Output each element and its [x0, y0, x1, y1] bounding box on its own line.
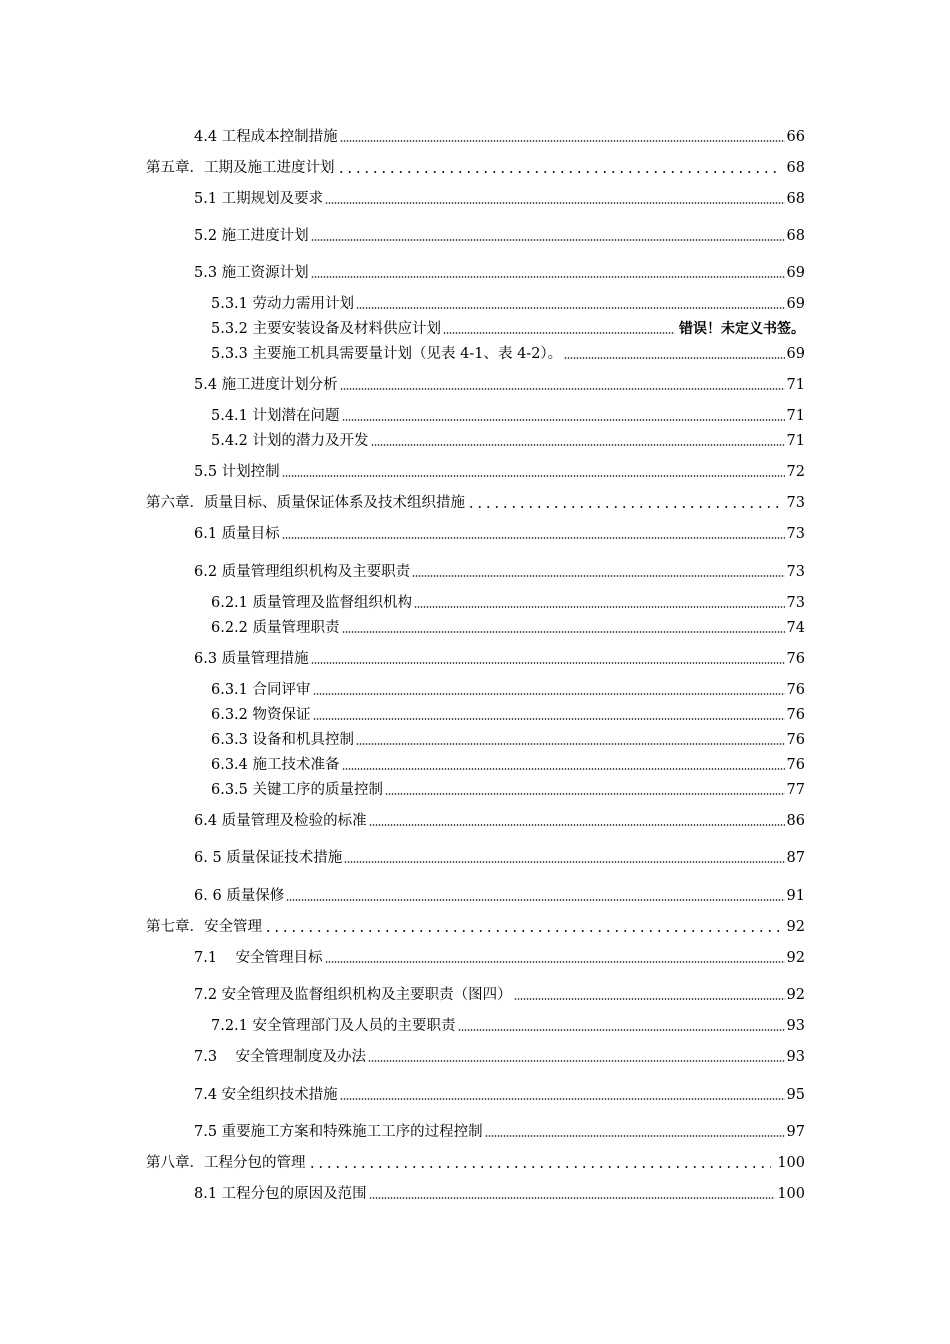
toc-entry-5-3-1[interactable]	[211, 291, 805, 313]
toc-entry-page: 73	[786, 495, 805, 511]
toc-entry-label: 6.2.1 质量管理及监督组织机构	[211, 595, 413, 611]
toc-entry-page: 92	[786, 987, 805, 1003]
toc-entry-page: 95	[786, 1087, 805, 1103]
toc-entry-label: 6.3.4 施工技术准备	[211, 757, 340, 773]
dot-leader	[344, 861, 784, 863]
toc-entry-page: 68	[786, 228, 805, 244]
toc-entry-label: 6.2 质量管理组织机构及主要职责	[194, 564, 411, 580]
dot-leader	[313, 693, 785, 695]
toc-entry-page: 72	[786, 464, 805, 480]
toc-entry-label: 5.3.2 主要安装设备及材料供应计划	[211, 321, 442, 337]
dot-leader	[443, 332, 675, 334]
dot-leader	[286, 899, 784, 901]
toc-entry-page: 92	[786, 950, 805, 966]
toc-entry-page: 71	[786, 433, 805, 449]
dot-leader	[369, 1197, 776, 1199]
dot-leader	[342, 768, 785, 770]
dot-leader	[325, 202, 784, 204]
toc-entry-label: 7.3 安全管理制度及办法	[194, 1049, 366, 1065]
dot-leader	[514, 998, 785, 1000]
toc-entry-7-5[interactable]	[194, 1119, 805, 1141]
toc-entry-page: 68	[786, 160, 805, 176]
dot-leader	[282, 475, 785, 477]
toc-entry-5-3[interactable]	[194, 260, 805, 282]
dot-leader	[485, 1135, 785, 1137]
toc-entry-label: 5.5 计划控制	[194, 464, 280, 480]
toc-entry-label: 6.1 质量目标	[194, 526, 280, 542]
toc-entry-label: 5.4.2 计划的潜力及开发	[211, 433, 369, 449]
toc-entry-6-3-5[interactable]	[211, 777, 805, 799]
toc-entry-page: 87	[786, 850, 805, 866]
toc-chapter-7[interactable]	[146, 914, 805, 936]
toc-entry-label: 5.3 施工资源计划	[194, 265, 309, 281]
dot-leader	[325, 961, 785, 963]
dot-leader	[311, 662, 785, 664]
toc-entry-6-2-2[interactable]	[211, 615, 805, 637]
toc-entry-label: 7.1 安全管理目标	[194, 950, 323, 966]
dot-leader	[340, 388, 785, 390]
toc-entry-page: 100	[777, 1186, 805, 1202]
toc-entry-6-3-3[interactable]	[211, 727, 805, 749]
dot-leader	[337, 171, 781, 173]
toc-entry-label: 第六章．质量目标、质量保证体系及技术组织措施	[146, 495, 465, 511]
toc-entry-label: 第八章．工程分包的管理	[146, 1155, 306, 1171]
dot-leader	[311, 276, 785, 278]
toc-entry-page: 76	[786, 707, 805, 723]
toc-entry-page: 76	[786, 757, 805, 773]
dot-leader	[385, 793, 785, 795]
toc-entry-label: 6.3.5 关键工序的质量控制	[211, 782, 384, 798]
toc-entry-6-1[interactable]	[194, 521, 805, 543]
toc-entry-7-1[interactable]	[194, 945, 805, 967]
toc-entry-page: 71	[786, 377, 805, 393]
toc-entry-label: 8.1 工程分包的原因及范围	[194, 1186, 367, 1202]
toc-entry-6-3-4[interactable]	[211, 752, 805, 774]
dot-leader	[342, 631, 785, 633]
toc-entry-7-3[interactable]	[194, 1044, 805, 1066]
toc-entry-label: 5.3.1 劳动力需用计划	[211, 296, 355, 312]
dot-leader	[458, 1029, 785, 1031]
toc-entry-label: 7.5 重要施工方案和特殊施工工序的过程控制	[194, 1124, 483, 1140]
dot-leader	[282, 537, 785, 539]
dot-leader	[342, 419, 785, 421]
toc-entry-label: 6.3.3 设备和机具控制	[211, 732, 355, 748]
toc-entry-label: 5.3.3 主要施工机具需要量计划（见表 4-1、表 4-2）。	[211, 346, 563, 362]
toc-entry-page: 100	[777, 1155, 805, 1171]
toc-entry-5-3-2[interactable]	[211, 316, 805, 338]
toc-entry-page: 93	[786, 1049, 805, 1065]
toc-entry-label: 6.3.2 物资保证	[211, 707, 311, 723]
toc-entry-label: 6.3 质量管理措施	[194, 651, 309, 667]
toc-entry-7-2-1[interactable]	[211, 1013, 805, 1035]
toc-entry-5-4-2[interactable]	[211, 428, 805, 450]
toc-entry-page: 69	[786, 265, 805, 281]
toc-entry-page-error: 错误！未定义书签。	[679, 321, 805, 337]
toc-entry-label: 7.4 安全组织技术措施	[194, 1087, 338, 1103]
dot-leader	[412, 575, 784, 577]
toc-entry-5-4-1[interactable]	[211, 403, 805, 425]
toc-entry-6-3-2[interactable]	[211, 702, 805, 724]
toc-entry-7-4[interactable]	[194, 1082, 805, 1104]
toc-entry-label: 7.2.1 安全管理部门及人员的主要职责	[211, 1018, 456, 1034]
toc-entry-page: 92	[786, 919, 805, 935]
toc-entry-page: 93	[786, 1018, 805, 1034]
dot-leader	[356, 307, 785, 309]
toc-entry-7-2[interactable]	[194, 982, 805, 1004]
toc-entry-label: 6. 5 质量保证技术措施	[194, 850, 343, 866]
toc-entry-6-4[interactable]	[194, 808, 805, 830]
toc-entry-6-2[interactable]	[194, 559, 805, 581]
toc-entry-page: 73	[786, 526, 805, 542]
toc-entry-label: 5.4.1 计划潜在问题	[211, 408, 340, 424]
dot-leader	[467, 506, 781, 508]
toc-entry-6-3-1[interactable]	[211, 677, 805, 699]
toc-entry-5-1[interactable]	[194, 186, 805, 208]
toc-entry-label: 6.4 质量管理及检验的标准	[194, 813, 367, 829]
toc-entry-label: 6.2.2 质量管理职责	[211, 620, 340, 636]
toc-entry-5-2[interactable]	[194, 223, 805, 245]
dot-leader	[311, 239, 785, 241]
toc-entry-label: 4.4 工程成本控制措施	[194, 129, 338, 145]
toc-entry-page: 69	[786, 296, 805, 312]
toc-entry-page: 74	[786, 620, 805, 636]
toc-entry-page: 73	[786, 564, 805, 580]
dot-leader	[264, 930, 781, 932]
toc-entry-5-5[interactable]	[194, 459, 805, 481]
dot-leader	[340, 140, 785, 142]
toc-entry-page: 66	[786, 129, 805, 145]
toc-chapter-5[interactable]	[146, 155, 805, 177]
dot-leader	[340, 1098, 785, 1100]
dot-leader	[308, 1166, 772, 1168]
dot-leader	[313, 718, 785, 720]
dot-leader	[369, 824, 785, 826]
toc-entry-page: 76	[786, 732, 805, 748]
toc-entry-6-3[interactable]	[194, 646, 805, 668]
dot-leader	[564, 357, 784, 359]
toc-chapter-8[interactable]	[146, 1150, 805, 1172]
toc-entry-page: 91	[786, 888, 805, 904]
toc-entry-page: 73	[786, 595, 805, 611]
dot-leader	[414, 606, 785, 608]
toc-entry-page: 77	[786, 782, 805, 798]
toc-entry-label: 第五章．工期及施工进度计划	[146, 160, 335, 176]
dot-leader	[368, 1060, 785, 1062]
toc-entry-page: 76	[786, 651, 805, 667]
toc-entry-6-6[interactable]	[194, 883, 805, 905]
toc-entry-page: 76	[786, 682, 805, 698]
toc-entry-label: 6.3.1 合同评审	[211, 682, 311, 698]
toc-entry-4-4[interactable]	[194, 124, 805, 146]
toc-entry-label: 6. 6 质量保修	[194, 888, 285, 904]
toc-entry-label: 5.2 施工进度计划	[194, 228, 309, 244]
toc-entry-5-4[interactable]	[194, 372, 805, 394]
toc-entry-label: 5.4 施工进度计划分析	[194, 377, 338, 393]
toc-entry-label: 第七章．安全管理	[146, 919, 262, 935]
toc-entry-page: 86	[786, 813, 805, 829]
toc-chapter-6[interactable]	[146, 490, 805, 512]
toc-entry-label: 5.1 工期规划及要求	[194, 191, 324, 207]
toc-entry-label: 7.2 安全管理及监督组织机构及主要职责（图四）	[194, 987, 512, 1003]
toc-entry-page: 68	[786, 191, 805, 207]
toc-entry-8-1[interactable]	[194, 1181, 805, 1203]
toc-entry-page: 97	[786, 1124, 805, 1140]
toc-entry-page: 71	[786, 408, 805, 424]
toc-entry-6-2-1[interactable]	[211, 590, 805, 612]
toc-entry-6-5[interactable]	[194, 845, 805, 867]
toc-entry-page: 69	[786, 346, 805, 362]
toc-entry-5-3-3[interactable]	[211, 341, 805, 363]
dot-leader	[371, 444, 785, 446]
dot-leader	[356, 743, 785, 745]
